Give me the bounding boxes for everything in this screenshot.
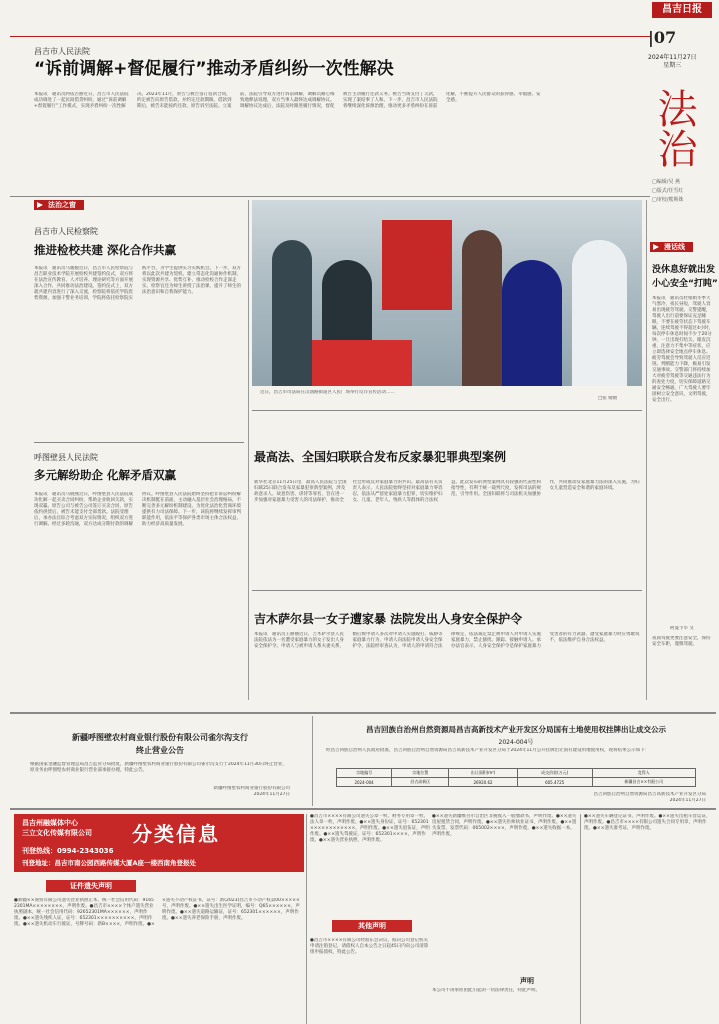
article4-bottom-rule [252,590,642,591]
notice-right [316,716,716,806]
article3-kicker: 呼图壁县人民法院 [34,453,98,462]
page-number: |07 [648,28,677,47]
notice-divider [312,716,313,806]
article5-headline: 吉木萨尔县一女子遭家暴 法院发出人身安全保护令 [254,612,523,626]
table-header-cell: 成交价款(万元) [517,769,592,778]
notice-right-date: 2024年11月27日 [669,798,706,803]
photo-person [272,240,312,386]
classified-sub-lost: 证件遗失声明 [46,880,136,892]
classified-other-items: ●昌吉市××××有限公司经股东会决议，拟向公司登记机关申请注销登记，请债权人自本公告之日起45日内向公司清算组申报债权，特此公告。 [310,938,429,955]
table-cell: 605.4725 [517,778,592,787]
notice-left-title-2: 终止营业公告 [136,746,184,755]
classified-col-3b: 本公司不再承担由此引起的一切法律责任，特此声明。 [432,988,540,993]
right-body-2: 夜间驾驶更要注意安全，保持安全车距，谨慎驾驶。 [652,636,711,647]
article2-kicker: 昌吉市人民检察院 [34,227,98,236]
article4-headline: 最高法、全国妇联联合发布反家暴犯罪典型案例 [254,450,507,464]
column-divider-2 [646,200,647,700]
table-cell: 2024-004 [337,778,392,787]
classified-banner [14,814,304,872]
article5-body: 本报讯 通讯员王丽丽近日，吉木萨尔县人民法院依法为一名遭受家庭暴力的女子发出人身安全保护令。申请人与被申请人系夫妻关系，婚后被申请人多次对申请人实施殴打、威胁等家庭暴力行为，申请人向法院申请人身安全保护令。法院经审查认为，申请人的申请符合法律规定，依法裁定禁止被申请人对申请人实施家庭暴力，禁止骚扰、跟踪、接触申请人。承办法官表示，人身安全保护令是保护家庭暴力受害者的有力武器，遭受家庭暴力时应勇敢说不，依法维护自身合法权益。 [254,632,640,649]
section-label-fazhi: 法治之窗 [34,200,84,210]
lead-headline: “诉前调解+督促履行”推动矛盾纠纷一次性解决 [34,59,394,79]
notice-right-title: 昌吉回族自治州自然资源局昌吉高新技术产业开发区分局国有土地使用权挂牌出让成交公示 [366,725,666,734]
classified-divider-1 [306,814,307,1024]
classified-mid-col: ●昌吉市××××有限公司遗失公章一枚、财务专用章一枚、法人章一枚，声明作废。●××遗失身份证，证号：652301××××××××××××，声明作废。●××遗失退伍证，声明作废。●××遗失驾驶证，证号：652301××××，声明作废。●××遗失营业执照，声明作废。 [310,814,430,843]
article2-headline: 推进检校共建 深化合作共赢 [34,243,177,257]
table-cell: 新疆昌吉××有限公司 [592,778,696,787]
right-body: 本报讯 通讯员杜娟娟冬季天气寒冷，夜长昼短，驾驶人容易出现疲劳驾驶。交警提醒，驾驶人出行前要保证充足睡眠，不要在疲劳状态下驾驶车辆。连续驾驶不得超过4小时，每次停车休息时间不少于20分钟。一旦出现打哈欠、眼皮沉重、注意力不集中等症状，应立即选择安全地点停车休息。疲劳驾驶会导致驾驶人反应迟钝、判断能力下降，极易引发交通事故。交警部门将持续加大对疲劳驾驶等交通违法行为的查处力度，切实保障道路交通安全畅通。广大驾驶人要牢固树立安全意识，文明驾驶，安全出行。 [652,296,714,403]
right-headline-2: 小心安全“打盹” [652,279,718,289]
notice-left-title-1: 新疆呼图壁农村商业银行股份有限公司雀尔沟支行 [72,733,248,742]
table-header-cell: 出让面积(m²) [449,769,518,778]
table-cell: 昌吉高新区 [392,778,449,787]
issue-date: 2024年11月27日 星期三 [648,54,697,69]
lead-kicker: 昌吉市人民法院 [34,47,90,56]
notice-right-number: 2024-004号 [498,739,534,746]
classified-phone: 刊登热线：0994-2343036 [22,847,114,855]
table-header-cell: 竞得人 [592,769,696,778]
classified-divider-2 [580,814,581,1024]
photo-bottom-rule [252,410,642,411]
article3-headline: 多元解纷助企 化解矛盾双赢 [34,468,177,482]
photo-person [502,260,562,386]
left-divider [34,442,244,443]
notice-left [10,716,310,806]
article4-body: 新华社北京11月25日电 最高人民法院与全国妇联25日联合发布反家暴犯罪典型案例，涉及故意杀人、故意伤害、虐待等罪名，旨在进一步加强对家庭暴力受害人的司法保护，推动全社会形成反对家庭暴力的共识。最高法有关负责人表示，人民法院始终坚持对家庭暴力零容忍，依法从严惩处家庭暴力犯罪，切实维护妇女、儿童、老年人、残疾人等群体的合法权益。此次发布的典型案例具有较强的代表性和指导性，有利于统一裁判尺度，发挥司法的规范、引导作用。全国妇联将与司法机关加强协作，共同推动反家庭暴力法的深入实施，为妇女儿童营造安全和谐的家庭环境。 [254,480,640,503]
column-title: 法治 [651,88,697,168]
paper-logo: 昌吉日报 [652,2,712,18]
notice-right-table [336,768,696,787]
photo-banner [382,220,452,310]
notice-left-date: 2024年11月27日 [253,792,290,797]
header-rule [10,36,650,37]
notice-left-signature: 新疆呼图壁农村商业银行股份有限公司 [213,786,290,791]
editor-credits: □编辑/吴 燕 □版式/任雪红 □审校/熊斯姝 [652,179,684,203]
classified-lost-items: ●新疆××商贸有限公司遗失营业执照正本，统一社会信用代码：91652301MA××××××××，声明作废。●昌吉市××××个体户遗失营业执照副本，统一社会信用代码：92652301MA××××××，声明作废。●××遗失残疾人证，证号：652301××××××××××，声明作废。●××遗失机动车行驶证，号牌号码：新B××××，声明作废。●××遗失不动产权证书，证号：新(2023)昌吉市不动产权第00×××××号，声明作废。●××遗失出生医学证明，编号：Q65××××××，声明作废。●××遗失道路运输证，证号：652301××××××，声明作废。●××遗失养老保险手册，声明作废。 [14,898,300,927]
notice-right-body: 经昌吉回族自治州人民政府批准，昌吉回族自治州自然资源局昌吉高新技术产业开发区分局于2024年11月公开挂牌出让国有建设用地使用权，现将结果公示如下： [326,748,650,753]
page-header [0,0,719,22]
lead-bottom-rule [10,196,650,197]
photo-caption: 近日，昌吉市司法局在汉润路街道区人民广场举行反诈宣传活动…… [260,390,395,395]
photo-person [462,230,502,386]
article3-body: 本报讯 通讯员马晓燕近日，呼图壁县人民法院成功化解一起买卖合同纠纷，帮助企业收回欠款，实现双赢。原告公司与被告公司签订买卖合同，原告依约供货后，被告未能支付全部货款。法院受理后，承办法官综合考虑双方实际情况，组织双方进行调解。经过多轮沟通，双方达成分期付款的调解协议。呼图壁县人民法院始终坚持把非诉讼纠纷解决机制挺在前面，主动融入基层社会治理格局，不断完善多元解纷机制建设，为优化法治化营商环境提供有力司法保障。下一步，该院将继续发挥审判职能作用，依法平等保护各类市场主体合法权益，助力经济高质量发展。 [34,492,241,527]
notice-left-body: 根据国家金融监督管理总局昌吉监管分局批复，新疆呼图壁农村商业银行股份有限公司雀尔沟支行于2024年11月30日终止营业，原业务由呼图壁农村商业银行营业部承接办理，特此公告。 [30,762,287,773]
table-header-row [337,769,696,778]
column-divider-1 [248,200,249,700]
table-row [337,778,696,787]
right-section-label: 漫话线 [650,242,693,252]
table-header-cell: 宗地位置 [392,769,449,778]
classified-sub-other: 其他声明 [332,920,412,932]
right-byline: 阿曼卡毕 文 [670,626,694,631]
table-cell: 26920.62 [449,778,518,787]
news-bottom-rule [10,712,716,714]
right-headline-1: 没休息好就出发 [652,265,716,275]
article2-body: 本报讯 通讯员马媛媛近日，昌吉市人民检察院与昌吉职业技术学院开展检校共建签约仪式，双方将在法治宣传教育、人才培养、理论研究等方面开展深入合作，共同推动法治建设。签约仪式上，双方就共建内容进行了深入交流，检察院将依托学院优势资源，加强干警业务培训，学院将依托检察院实践平台，为学生提供实习实践机会。下一步，双方将以此次共建为契机，建立常态化沟通协作机制，实现资源共享、优势互补，推动检校合作走深走实。检察官还为师生讲授了法治课，提升了师生的法治意识和自我保护能力。 [34,266,241,301]
table-header-cell: 宗地编号 [337,769,392,778]
classified-col-3: ●××遗失新疆维吾尔自治区非税收入一般缴款书，声明作废。●××遗失房屋租赁合同，声明作废。●××遗失医师执业证书，声明作废。●××遗失发票，发票代码：065002××××，声明作废。●××遗失收据一本，声明作废。 [432,814,577,837]
article4-dateline: 新华社北京11月25日电 [254,480,302,485]
photo-person [572,240,627,386]
classified-col-4: ●××遗失车辆登记证书，声明作废。●××遗失出租车营运证，声明作废。●昌吉市××××有限公司遗失合同专用章，声明作废。●××遗失准考证，声明作废。 [584,814,711,831]
news-photo [252,200,642,386]
classified-label-2: 三立文化传媒有限公司 [22,829,92,837]
lead-body-text: 本报讯 通讯员阿依古丽近日，昌吉市人民法院成功调处了一起民间借贷纠纷，通过“诉前调解+督促履行”工作模式，实现矛盾纠纷一次性解决。2023年11月，原告与被告签订借款合同，约定被告向原告借款，并约定还款期限。借款到期后，被告未能按约还款，原告诉至法院。立案前，法院引导双方进行诉前调解，调解员耐心细致地释法说理，双方当事人最终达成调解协议。调解协议达成后，法院及时跟进履行情况，督促被告主动履行还款义务。被告当场支付了欠款，实现了案结事了人和。下一步，昌吉市人民法院将继续深化诉源治理，推动更多矛盾纠纷在诉前化解，不断提升人民群众的获得感、幸福感、安全感。 [34,92,541,109]
classified-label-1: 昌吉州融媒体中心 [22,819,78,827]
notice-right-signature: 昌吉回族自治州自然资源局昌吉高新技术产业开发区分局 [593,792,706,797]
photo-bags [312,340,412,386]
classified-statement-label: 声明 [520,977,534,985]
photo-credit: □张 婧摄 [598,396,618,401]
classified-title: 分类信息 [132,822,220,846]
classified-address: 刊登地址：昌吉市南公园西路传媒大厦A座一楼西南角登报处 [22,859,197,867]
notice-bottom-rule [10,808,716,810]
